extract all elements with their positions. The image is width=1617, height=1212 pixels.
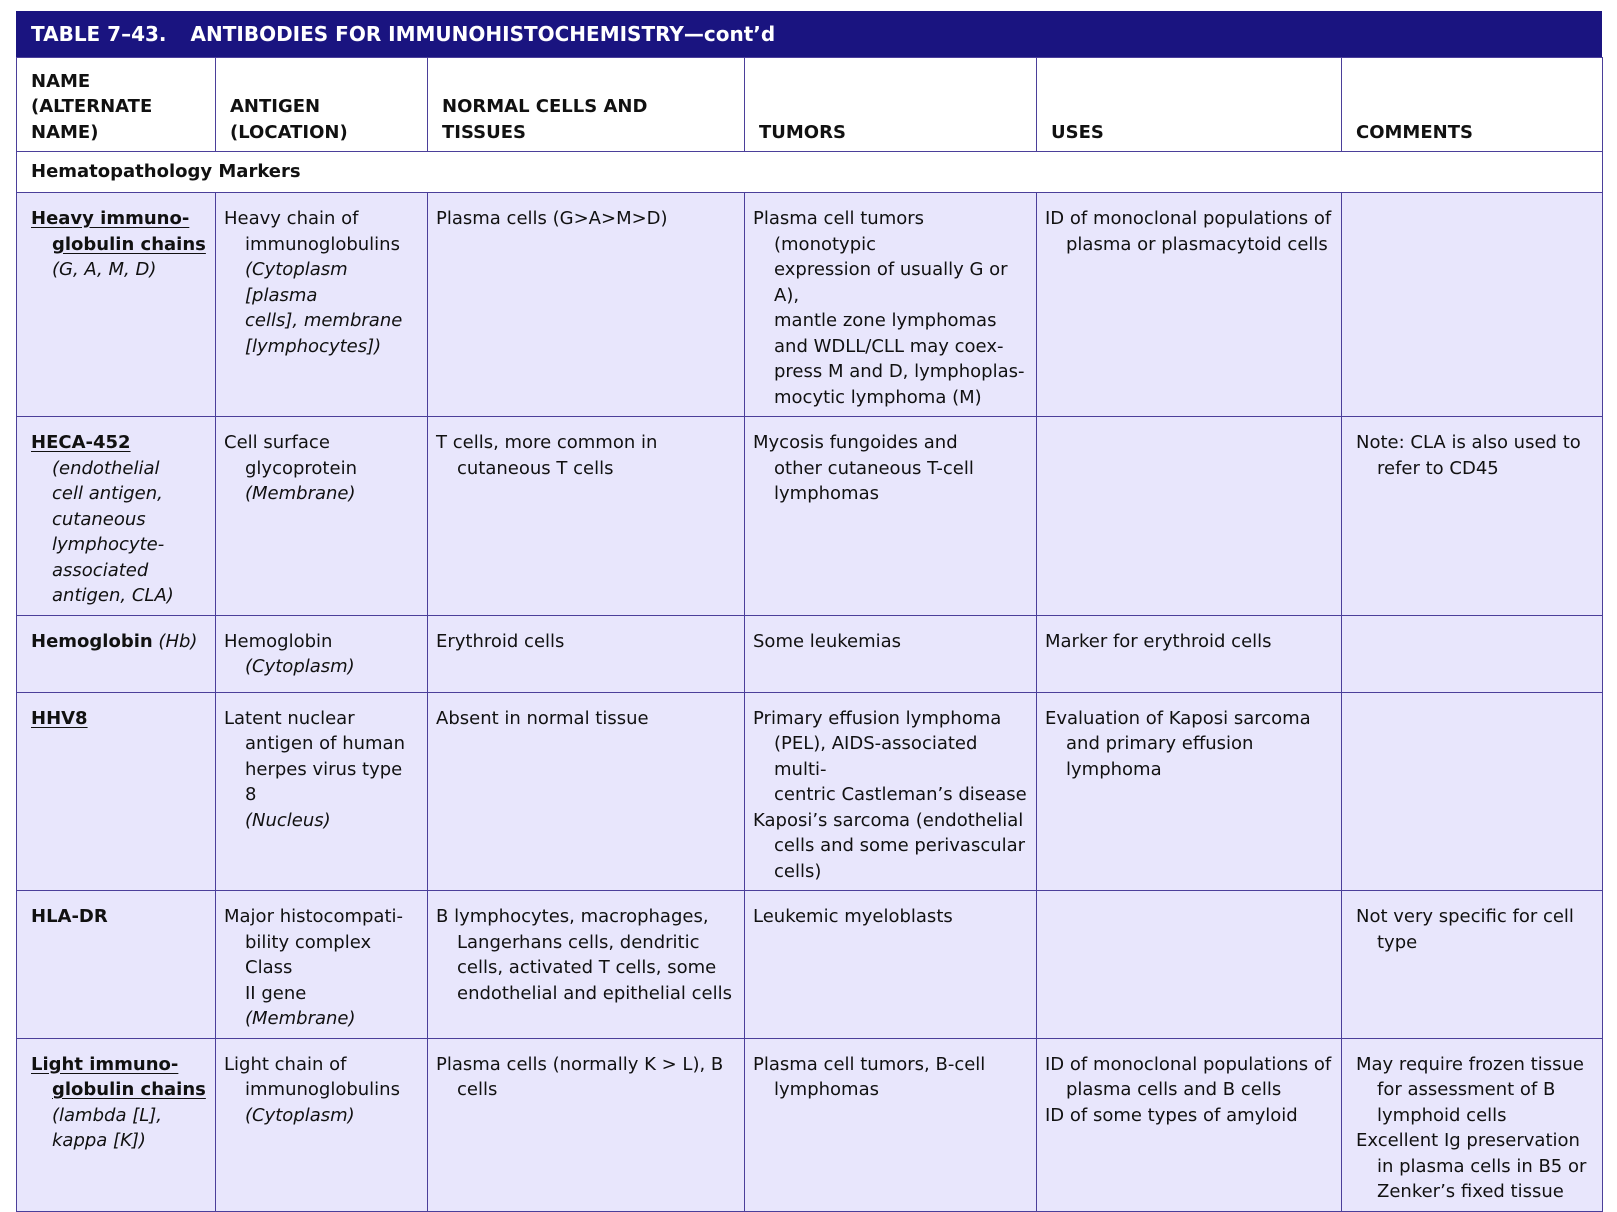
antigen-line: Heavy chain of bbox=[224, 208, 359, 229]
cell-uses-line: plasma cells and B cells bbox=[1066, 1079, 1282, 1100]
cell-comments bbox=[1342, 891, 1603, 1039]
antigen-line: Latent nuclear bbox=[224, 707, 355, 729]
header-uses: USES bbox=[1037, 58, 1342, 152]
marker-alt-name-line: (G, A, M, D) bbox=[52, 259, 157, 280]
cell-tumors-line: expression of usually G or A), bbox=[774, 259, 1008, 306]
cell-tumors-line: Kaposi’s sarcoma (endothelial bbox=[753, 809, 1024, 831]
header-name: NAME (ALTERNATE NAME) bbox=[17, 58, 216, 152]
cell-normal-tissues-line: Plasma cells (G>A>M>D) bbox=[436, 208, 668, 229]
cell-uses-line: lymphoma bbox=[1066, 758, 1162, 780]
cell-comments-line: Excellent Ig preservation bbox=[1356, 1130, 1580, 1151]
antibodies-table bbox=[16, 57, 1603, 1212]
cell-antigen bbox=[216, 891, 428, 1039]
cell-normal-tissues-line: T cells, more common in bbox=[436, 432, 658, 453]
antigen-line: bility complex Class bbox=[245, 931, 372, 978]
cell-comments-line: refer to CD45 bbox=[1377, 457, 1499, 479]
cell-comments-line: May require frozen tissue bbox=[1356, 1053, 1584, 1075]
table-row bbox=[17, 417, 1603, 616]
cell-tumors-line: Primary effusion lymphoma bbox=[753, 707, 1002, 729]
cell-tumors-line: Plasma cell tumors, B-cell bbox=[753, 1053, 986, 1075]
cell-comments bbox=[1342, 417, 1603, 616]
marker-alt-name-line: (endothelial bbox=[52, 457, 160, 479]
antigen-location-line: (Cytoplasm) bbox=[245, 656, 355, 677]
cell-comments-line: in plasma cells in B5 or bbox=[1377, 1155, 1587, 1177]
cell-tumors-line: Plasma cell tumors (monotypic bbox=[753, 208, 925, 255]
cell-uses-line: ID of monoclonal populations of bbox=[1045, 208, 1332, 229]
header-comments: COMMENTS bbox=[1342, 58, 1603, 152]
section-row bbox=[17, 152, 1603, 193]
antigen-location-line: (Cytoplasm [plasma bbox=[245, 259, 348, 306]
marker-alt-name-line: cutaneous bbox=[52, 508, 146, 530]
marker-name-line: HECA-452 bbox=[31, 432, 131, 453]
table-row bbox=[17, 615, 1603, 692]
cell-tumors bbox=[745, 891, 1037, 1039]
cell-uses-line: Marker for erythroid cells bbox=[1045, 630, 1272, 652]
marker-name: Hemoglobin bbox=[31, 630, 153, 652]
table-title: ANTIBODIES FOR IMMUNOHISTOCHEMISTRY—cont’d bbox=[190, 22, 776, 46]
antigen-location: (Membrane) bbox=[245, 1008, 356, 1029]
cell-comments-line: type bbox=[1377, 931, 1418, 953]
cell-comments bbox=[1342, 692, 1603, 891]
cell-antigen bbox=[216, 692, 428, 891]
cell-name bbox=[17, 193, 216, 417]
cell-antigen bbox=[216, 615, 428, 692]
cell-tumors-line: and WDLL/CLL may coex- bbox=[774, 335, 1004, 357]
antigen-line: II gene bbox=[245, 982, 307, 1004]
marker-name-line: Light immuno- bbox=[31, 1053, 179, 1075]
cell-normal-tissues-line: endothelial and epithelial cells bbox=[457, 982, 732, 1004]
cell-normal-tissues-line: B lymphocytes, macrophages, bbox=[436, 906, 709, 927]
cell-name bbox=[17, 692, 216, 891]
cell-normal-tissues bbox=[428, 692, 745, 891]
cell-uses bbox=[1037, 417, 1342, 616]
table-container bbox=[16, 11, 1602, 1212]
cell-normal-tissues-line: Langerhans cells, dendritic bbox=[457, 931, 700, 953]
header-normal: NORMAL CELLS AND TISSUES bbox=[428, 58, 745, 152]
marker-alt-name-line: cell antigen, bbox=[52, 483, 163, 504]
cell-tumors-line: mocytic lymphoma (M) bbox=[774, 386, 982, 408]
marker-alt-name-line: lymphocyte- bbox=[52, 534, 165, 555]
antigen-line: Major histocompati- bbox=[224, 906, 404, 927]
table-row bbox=[17, 193, 1603, 417]
cell-tumors-line: other cutaneous T-cell bbox=[774, 457, 974, 479]
marker-name-line: globulin chains bbox=[52, 1079, 206, 1100]
cell-uses-line: Evaluation of Kaposi sarcoma bbox=[1045, 707, 1311, 729]
table-row bbox=[17, 1038, 1603, 1211]
cell-normal-tissues-line: cells, activated T cells, some bbox=[457, 957, 717, 978]
section-label: Hematopathology Markers bbox=[17, 152, 1603, 193]
antigen-location-line: cells], membrane bbox=[245, 310, 403, 331]
antigen-line: antigen of human bbox=[245, 733, 405, 754]
antigen-line: herpes virus type 8 bbox=[245, 758, 403, 805]
cell-uses-line: plasma or plasmacytoid cells bbox=[1066, 233, 1328, 255]
header-antigen: ANTIGEN (LOCATION) bbox=[216, 58, 428, 152]
cell-tumors bbox=[745, 615, 1037, 692]
cell-tumors-line: press M and D, lymphoplas- bbox=[774, 361, 1025, 382]
cell-comments-line: for assessment of B bbox=[1377, 1079, 1556, 1100]
cell-tumors bbox=[745, 417, 1037, 616]
cell-uses-line: ID of monoclonal populations of bbox=[1045, 1053, 1332, 1075]
marker-alt-name-line: associated bbox=[52, 559, 149, 581]
cell-tumors bbox=[745, 1038, 1037, 1211]
cell-tumors-line: (PEL), AIDS-associated multi- bbox=[774, 733, 978, 780]
cell-normal-tissues bbox=[428, 193, 745, 417]
cell-uses bbox=[1037, 1038, 1342, 1211]
cell-tumors-line: Some leukemias bbox=[753, 630, 902, 652]
marker-name-line: globulin chains bbox=[52, 233, 206, 255]
cell-tumors-line: lymphomas bbox=[774, 483, 879, 504]
header-tumors: TUMORS bbox=[745, 58, 1037, 152]
cell-normal-tissues bbox=[428, 417, 745, 616]
cell-tumors-line: lymphomas bbox=[774, 1079, 879, 1100]
marker-alt-name-line: (lambda [L], bbox=[52, 1104, 162, 1126]
cell-comments-line: Note: CLA is also used to bbox=[1356, 432, 1581, 453]
antigen-line: immunoglobulins bbox=[245, 233, 400, 255]
marker-alt-name-line: antigen, CLA) bbox=[52, 585, 174, 606]
marker-name-line: HHV8 bbox=[31, 707, 88, 729]
cell-normal-tissues bbox=[428, 891, 745, 1039]
cell-comments bbox=[1342, 615, 1603, 692]
cell-comments bbox=[1342, 193, 1603, 417]
antigen-line-wrap bbox=[224, 981, 419, 1032]
cell-normal-tissues-line: Absent in normal tissue bbox=[436, 707, 649, 729]
cell-name bbox=[17, 891, 216, 1039]
cell-normal-tissues-line: Plasma cells (normally K > L), B bbox=[436, 1053, 724, 1075]
cell-uses-line: and primary effusion bbox=[1066, 733, 1254, 754]
cell-comments-line: lymphoid cells bbox=[1377, 1104, 1507, 1126]
cell-normal-tissues-line: cutaneous T cells bbox=[457, 457, 614, 479]
cell-tumors bbox=[745, 692, 1037, 891]
cell-uses bbox=[1037, 692, 1342, 891]
antigen-location-line: (Membrane) bbox=[245, 483, 356, 504]
cell-tumors-line: centric Castleman’s disease bbox=[774, 784, 1027, 805]
table-title-bar bbox=[16, 11, 1602, 57]
cell-antigen bbox=[216, 417, 428, 616]
cell-comments-line: Not very specific for cell bbox=[1356, 906, 1574, 927]
antigen-location-line: (Cytoplasm) bbox=[245, 1104, 355, 1126]
cell-normal-tissues bbox=[428, 1038, 745, 1211]
cell-tumors-line: Leukemic myeloblasts bbox=[753, 906, 953, 927]
cell-normal-tissues-line: cells bbox=[457, 1079, 498, 1100]
table-row bbox=[17, 692, 1603, 891]
antigen-line: glycoprotein bbox=[245, 457, 357, 479]
header-row bbox=[17, 58, 1603, 152]
cell-tumors-line: Mycosis fungoides and bbox=[753, 432, 958, 453]
cell-uses-line: ID of some types of amyloid bbox=[1045, 1104, 1298, 1126]
cell-antigen bbox=[216, 1038, 428, 1211]
marker-alt-name-line: kappa [K]) bbox=[52, 1130, 146, 1151]
antigen-line: immunoglobulins bbox=[245, 1079, 400, 1100]
marker-name-line: HLA-DR bbox=[31, 906, 108, 927]
cell-uses bbox=[1037, 193, 1342, 417]
cell-antigen bbox=[216, 193, 428, 417]
cell-name bbox=[17, 417, 216, 616]
marker-name-line: Heavy immuno- bbox=[31, 208, 190, 229]
antigen-line: Hemoglobin bbox=[224, 630, 333, 652]
cell-comments bbox=[1342, 1038, 1603, 1211]
antigen-line: Cell surface bbox=[224, 432, 330, 453]
marker-alt-name: (Hb) bbox=[158, 630, 198, 652]
cell-comments-line: Zenker’s fixed tissue bbox=[1377, 1181, 1564, 1202]
cell-tumors bbox=[745, 193, 1037, 417]
cell-normal-tissues bbox=[428, 615, 745, 692]
antigen-location-line: (Nucleus) bbox=[245, 809, 331, 831]
table-row bbox=[17, 891, 1603, 1039]
cell-uses bbox=[1037, 615, 1342, 692]
cell-normal-tissues-line: Erythroid cells bbox=[436, 630, 565, 652]
cell-tumors-line: cells) bbox=[774, 860, 822, 882]
antigen-location-line: [lymphocytes]) bbox=[245, 335, 382, 357]
cell-name bbox=[17, 1038, 216, 1211]
cell-tumors-line: mantle zone lymphomas bbox=[774, 310, 997, 331]
cell-uses bbox=[1037, 891, 1342, 1039]
table-number: TABLE 7–43. bbox=[31, 22, 167, 46]
antigen-line: Light chain of bbox=[224, 1053, 347, 1075]
cell-name bbox=[17, 615, 216, 692]
cell-tumors-line: cells and some perivascular bbox=[774, 835, 1026, 856]
